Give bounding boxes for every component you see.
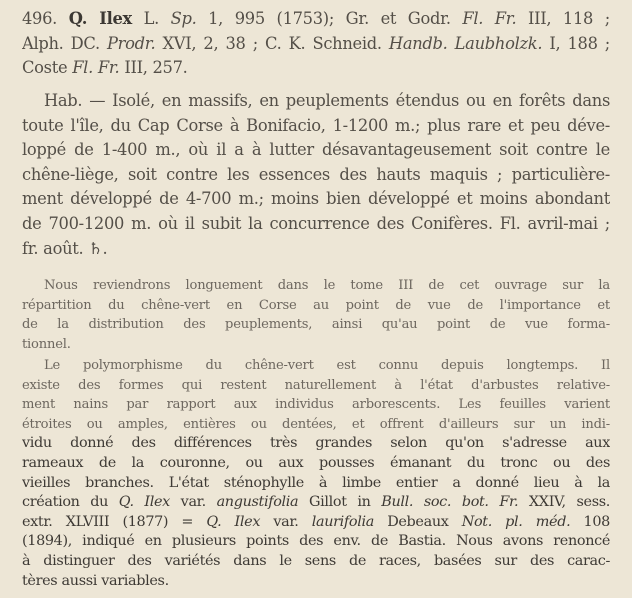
note-line: à distinguer des variétés dans le sens de races, basées sur des carac- [22, 552, 610, 569]
entry-line-3: Coste Fl. Fr. III, 257. [22, 58, 188, 78]
note-line: tères aussi variables. [22, 572, 169, 589]
entry-line-1: 496. Q. Ilex L. Sp. 1, 995 (1753); Gr. et Godr. Fl. Fr. III, 118 ; [22, 9, 610, 28]
note-dark-block [22, 434, 610, 591]
habitat-line: toute l'île, du Cap Corse à Bonifacio, 1-1200 m.; plus rare et peu déve- [22, 115, 610, 135]
habitat-line: chêne-liège, soit contre les essences des hauts maquis ; particulière- [22, 164, 610, 184]
note-line: vidu donné des différences très grandes selon qu'on s'adresse aux [22, 435, 610, 452]
habitat-line: loppé de 1-400 m., où il a à lutter désavantageusement soit contre le [22, 140, 610, 160]
note-line: (1894), indiqué en plusieurs points des env. de Bastia. Nous avons renoncé [22, 533, 610, 550]
note-line: existe des formes qui restent naturellement à l'état d'arbustes relative- [22, 377, 610, 393]
habitat-line: fr. août. ♄. [22, 238, 108, 258]
note-line: ment nains par rapport aux individus arborescents. Les feuilles varient [22, 397, 610, 413]
note-line: Le polymorphisme du chêne-vert est connu depuis longtemps. Il [44, 358, 610, 373]
note-line: extr. XLVIII (1877) = Q. Ilex var. laurifolia Debeaux Not. pl. méd. 108 [22, 513, 610, 530]
note-line: étroites ou amples, entières ou dentées, et offrent d'ailleurs sur un indi- [22, 416, 610, 432]
note-line: création du Q. Ilex var. angustifolia Gillot in Bull. soc. bot. Fr. XXIV, sess. [22, 494, 610, 511]
habitat-paragraph [22, 89, 610, 261]
note-line: Nous reviendrons longuement dans le tome III de cet ouvrage sur la [44, 278, 610, 293]
species-entry [22, 7, 610, 81]
note-line: répartition du chêne-vert en Corse au point de vue de l'importance et [22, 297, 610, 313]
note-line: tionnel. [22, 336, 71, 352]
note-line: de la distribution des peuplements, ainsi qu'au point de vue forma- [22, 317, 610, 333]
entry-taxon: Q. Ilex [68, 9, 132, 28]
note-line: rameaux de la couronne, ou aux pousses émanant du tronc ou des [22, 454, 610, 471]
habitat-line: ment développé de 4-700 m.; moins bien développé et moins abondant [22, 189, 610, 209]
entry-number: 496. [22, 9, 58, 28]
habitat-line: de 700-1200 m. où il subit la concurrence des Conifères. Fl. avril-mai ; [22, 213, 610, 233]
note-line: vieilles branches. L'état sténophylle à limbe entier a donné lieu à la [22, 474, 610, 491]
note-distribution [22, 276, 610, 354]
note-polymorphism [22, 356, 610, 591]
habitat-line: Hab. — Isolé, en massifs, en peuplements étendus ou en forêts dans [44, 91, 610, 110]
entry-line-2: Alph. DC. Prodr. XVI, 2, 38 ; C. K. Schneid. Handb. Laubholzk. I, 188 ; [22, 33, 610, 53]
